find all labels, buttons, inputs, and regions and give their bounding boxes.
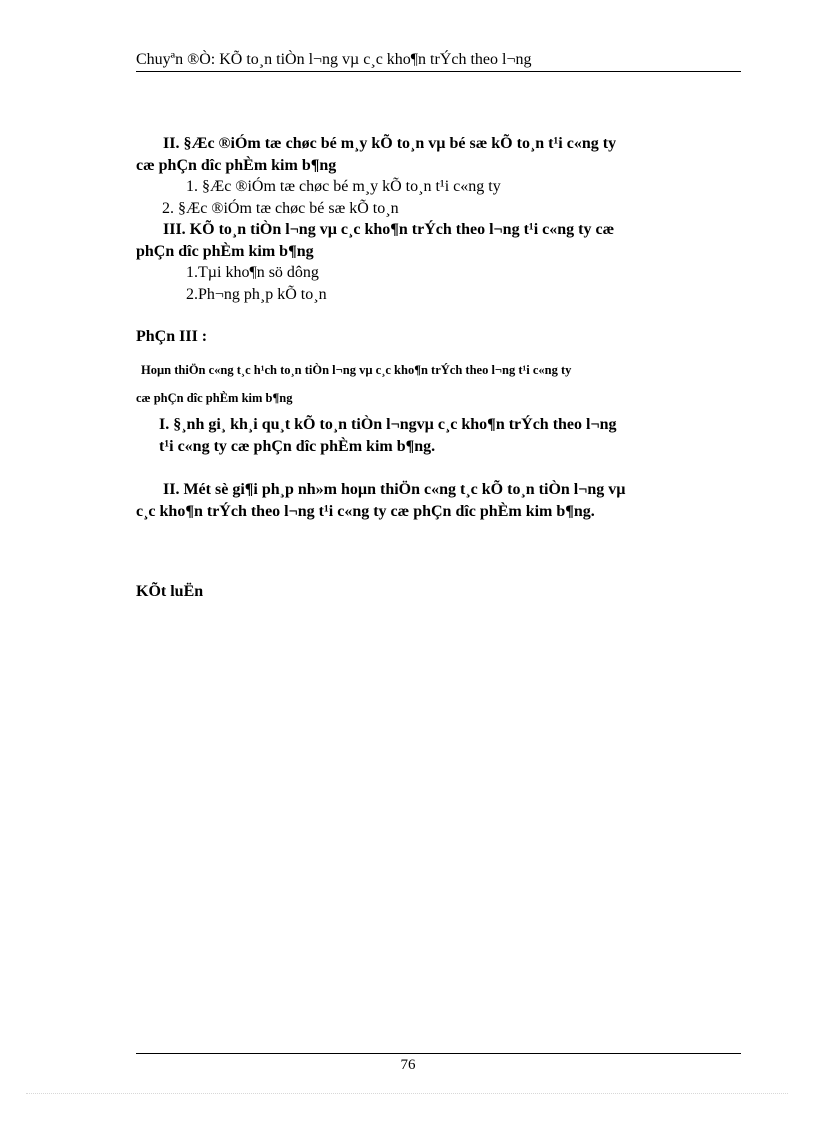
- running-header: Chuyªn ®Ò: KÕ to¸n tiÒn l¬ng vµ c¸c kho¶n trÝch theo l¬ng: [136, 51, 532, 68]
- toc-section-2-line-2: cæ phÇn dîc phÈm kim b¶ng: [136, 157, 337, 174]
- part-3-title-line-1: Hoµn thiÖn c«ng t¸c h¹ch to¸n tiÒn l¬ng vµ c¸c kho¶n trÝch theo l¬ng t¹i c«ng ty: [141, 363, 572, 377]
- toc-section-3-item-2: 2.Ph¬ng ph¸p kÕ to¸n: [186, 286, 327, 303]
- toc-section-3-item-1: 1.Tµi kho¶n sö dông: [186, 264, 319, 281]
- toc-section-2-item-1: 1. §Æc ®iÓm tæ chøc bé m¸y kÕ to¸n t¹i c«ng ty: [186, 178, 501, 195]
- header-rule: [136, 71, 741, 72]
- part-3-section-2-line-1: II. Mét sè gi¶i ph¸p nh»m hoµn thiÖn c«ng t¸c kÕ to¸n tiÒn l¬ng vµ: [163, 481, 626, 498]
- toc-section-2-line-1: II. §Æc ®iÓm tæ chøc bé m¸y kÕ to¸n vµ bé sæ kÕ to¸n t¹i c«ng ty: [163, 135, 617, 152]
- toc-section-3-line-2: phÇn dîc phÈm kim b¶ng: [136, 243, 314, 260]
- part-3-heading: PhÇn III :: [136, 328, 208, 345]
- page-edge-divider: [26, 1093, 788, 1094]
- part-3-section-2-line-2: c¸c kho¶n trÝch theo l¬ng t¹i c«ng ty cæ phÇn dîc phÈm kim b¶ng.: [136, 503, 595, 520]
- part-3-section-1-line-2: t¹i c«ng ty cæ phÇn dîc phÈm kim b¶ng.: [159, 438, 436, 455]
- toc-section-2-item-2: 2. §Æc ®iÓm tæ chøc bé sæ kÕ to¸n: [162, 200, 399, 217]
- part-3-section-1-line-1: I. §¸nh gi¸ kh¸i qu¸t kÕ to¸n tiÒn l¬ngvµ c¸c kho¶n trÝch theo l¬ng: [159, 416, 617, 433]
- conclusion-heading: KÕt luËn: [136, 583, 204, 600]
- page-number: 76: [400, 1057, 416, 1073]
- part-3-title-line-2: cæ phÇn dîc phÈm kim b¶ng: [136, 391, 293, 405]
- toc-section-3-line-1: III. KÕ to¸n tiÒn l¬ng vµ c¸c kho¶n trÝch theo l¬ng t¹i c«ng ty cæ: [163, 221, 615, 238]
- footer-rule: [136, 1053, 741, 1054]
